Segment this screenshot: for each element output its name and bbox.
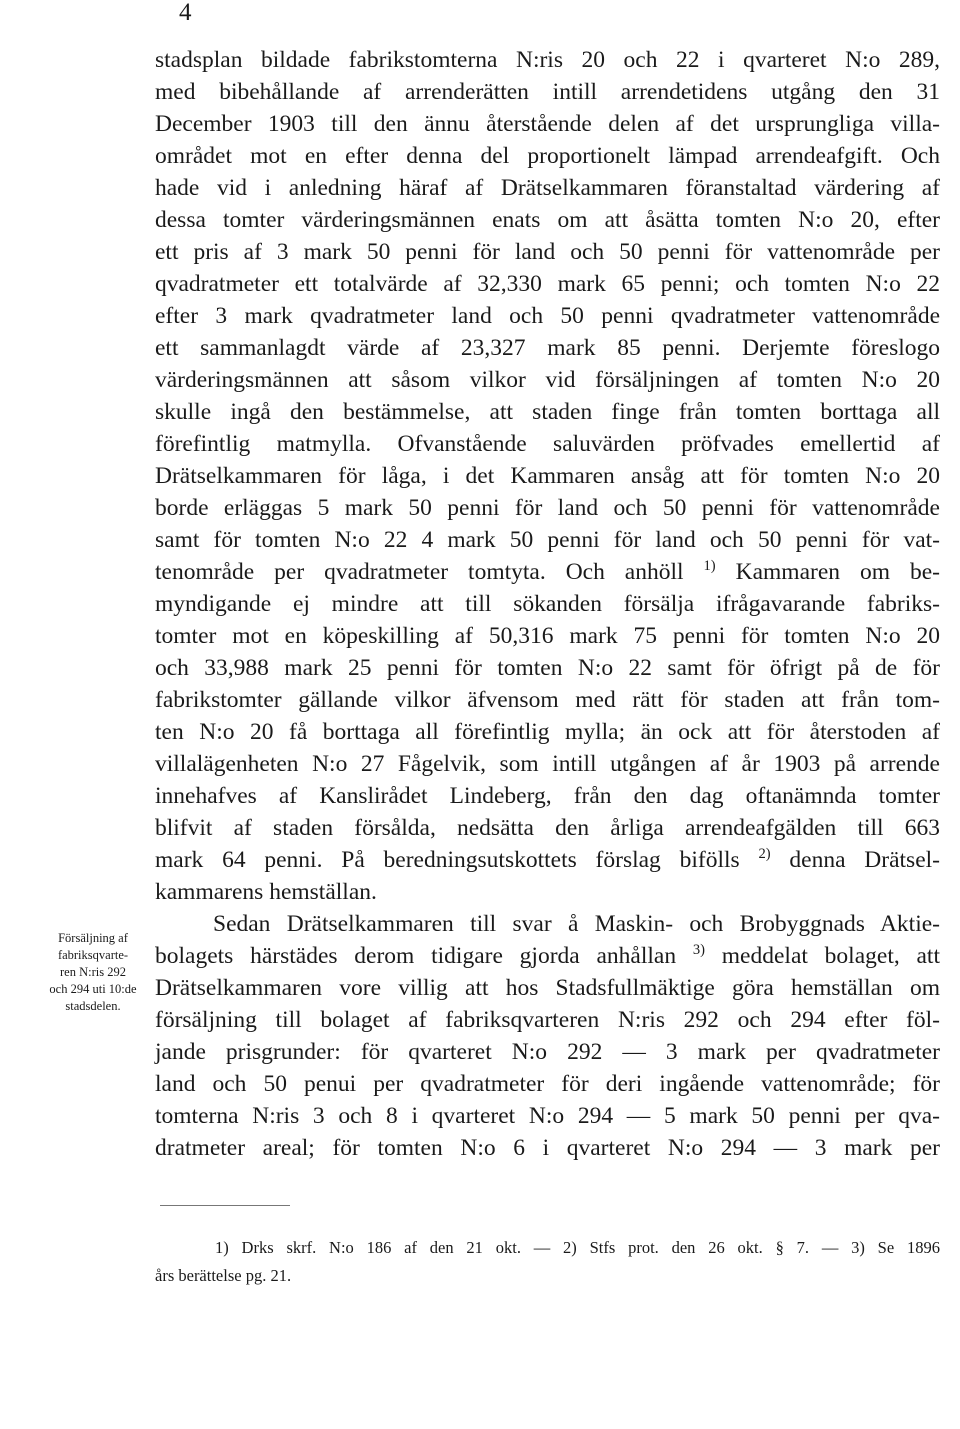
text-line: och 33,988 mark 25 penni för tomten N:o 22 samt för öfrigt på de för (155, 655, 940, 681)
text-line: samt för tomten N:o 22 4 mark 50 penni för land och 50 penni för vat- (155, 527, 940, 553)
text-line: efter 3 mark qvadratmeter land och 50 penni qvadratmeter vattenområde (155, 303, 940, 329)
text-line: borde erläggas 5 mark 50 penni för land och 50 penni för vattenområde (155, 495, 940, 521)
text-line: land och 50 penui per qvadratmeter för deri ingående vattenområde; för (155, 1071, 940, 1097)
text-line: blifvit af staden försålda, nedsätta den årliga arrendeafgälden till 663 (155, 815, 940, 841)
margin-note-line: fabriksqvarte- (57, 948, 129, 962)
text-line-with-footnote (155, 844, 940, 876)
text-line: Drätselkammaren för låga, i det Kammaren ansåg att för tomten N:o 20 (155, 463, 940, 489)
text-line: med bibehållande af arrenderätten intill arrendetidens utgång den 31 (155, 79, 940, 105)
text-line: dessa tomter värderingsmännen enats om att åsätta tomten N:o 20, efter (155, 207, 940, 233)
text-segment: meddelat bolaget, att (721, 943, 940, 969)
text-line: Sedan Drätselkammaren till svar å Maskin- och Brobyggnads Aktie- (213, 911, 940, 937)
text-line: innehafves af Kanslirådet Lindeberg, från den dag oftanämnda tomter (155, 783, 940, 809)
text-line: området mot en efter denna del proportionelt lämpad arrendeafgift. Och (155, 143, 940, 169)
text-line: dratmeter areal; för tomten N:o 6 i qvarteret N:o 294 — 3 mark per (155, 1135, 940, 1161)
page-number: 4 (179, 0, 192, 26)
main-text (155, 44, 940, 1164)
text-segment: Kammaren om be- (735, 559, 940, 585)
text-line: ten N:o 20 få borttaga all förefintlig mylla; än ock att för återstoden af (155, 719, 940, 745)
text-line: tomter mot en köpeskilling af 50,316 mark 75 penni för tomten N:o 20 (155, 623, 940, 649)
text-line: qvadratmeter ett totalvärde af 32,330 mark 65 penni; och tomten N:o 22 (155, 271, 940, 297)
margin-note (30, 930, 156, 1015)
text-line: myndigande ej mindre att till sökanden försälja ifrågavarande fabriks- (155, 591, 940, 617)
text-line: ett pris af 3 mark 50 penni för land och 50 penni för vattenområde per (155, 239, 940, 265)
margin-note-line: Försäljning af (58, 931, 128, 945)
text-line: tomterna N:ris 3 och 8 i qvarteret N:o 294 — 5 mark 50 penni per qva- (155, 1103, 940, 1129)
footnote-line: 1) Drks skrf. N:o 186 af den 21 okt. — 2) Stfs prot. den 26 okt. § 7. — 3) Se 1896 (215, 1238, 940, 1257)
footnote-mark: 2) (758, 846, 771, 863)
text-segment: denna Drätsel- (789, 847, 940, 873)
footnote-mark: 1) (703, 558, 716, 575)
text-line-with-footnote (155, 940, 940, 972)
text-line: villalägenheten N:o 27 Fågelvik, som intill utgången af år 1903 på arrende (155, 751, 940, 777)
text-segment: mark 64 penni. På beredningsutskottets förslag bifölls (155, 847, 759, 873)
text-line: stadsplan bildade fabrikstomterna N:ris 20 och 22 i qvarteret N:o 289, (155, 47, 940, 73)
text-line: förefintlig matmylla. Ofvanstående saluvärden pröfvades emellertid af (155, 431, 940, 457)
margin-note-line: och 294 uti 10:de (49, 982, 137, 996)
text-line: hade vid i anledning häraf af Drätselkammaren föranstaltad värdering af (155, 175, 940, 201)
margin-note-line: ren N:ris 292 (60, 965, 126, 979)
text-line: skulle ingå den bestämmelse, att staden finge från tomten borttaga all (155, 399, 940, 425)
text-segment: bolagets härstädes derom tidigare gjorda anhållan (155, 943, 677, 969)
footnote-line: års berättelse pg. 21. (155, 1266, 292, 1285)
text-segment: tenområde per qvadratmeter tomtyta. Och anhöll (155, 559, 684, 585)
footnotes (155, 1234, 940, 1290)
text-line: jande prisgrunder: för qvarteret N:o 292 — 3 mark per qvadratmeter (155, 1039, 940, 1065)
text-line: ett sammanlagdt värde af 23,327 mark 85 penni. Derjemte föreslogo (155, 335, 940, 361)
text-line-with-footnote (155, 556, 940, 588)
text-line: värderingsmännen att såsom vilkor vid försäljningen af tomten N:o 20 (155, 367, 940, 393)
text-line: December 1903 till den ännu återstående delen af det ursprungliga villa- (155, 111, 940, 137)
footnote-mark: 3) (692, 942, 705, 959)
text-line: försäljning till bolaget af fabriksqvarteren N:ris 292 och 294 efter föl- (155, 1007, 940, 1033)
margin-note-line: stadsdelen. (65, 999, 121, 1013)
text-line: Drätselkammaren vore villig att hos Stadsfullmäktige göra hemställan om (155, 975, 940, 1001)
text-line: kammarens hemställan. (155, 879, 377, 905)
text-line: fabrikstomter gällande vilkor äfvensom med rätt för staden att från tom- (155, 687, 940, 713)
footnote-divider (160, 1205, 290, 1206)
